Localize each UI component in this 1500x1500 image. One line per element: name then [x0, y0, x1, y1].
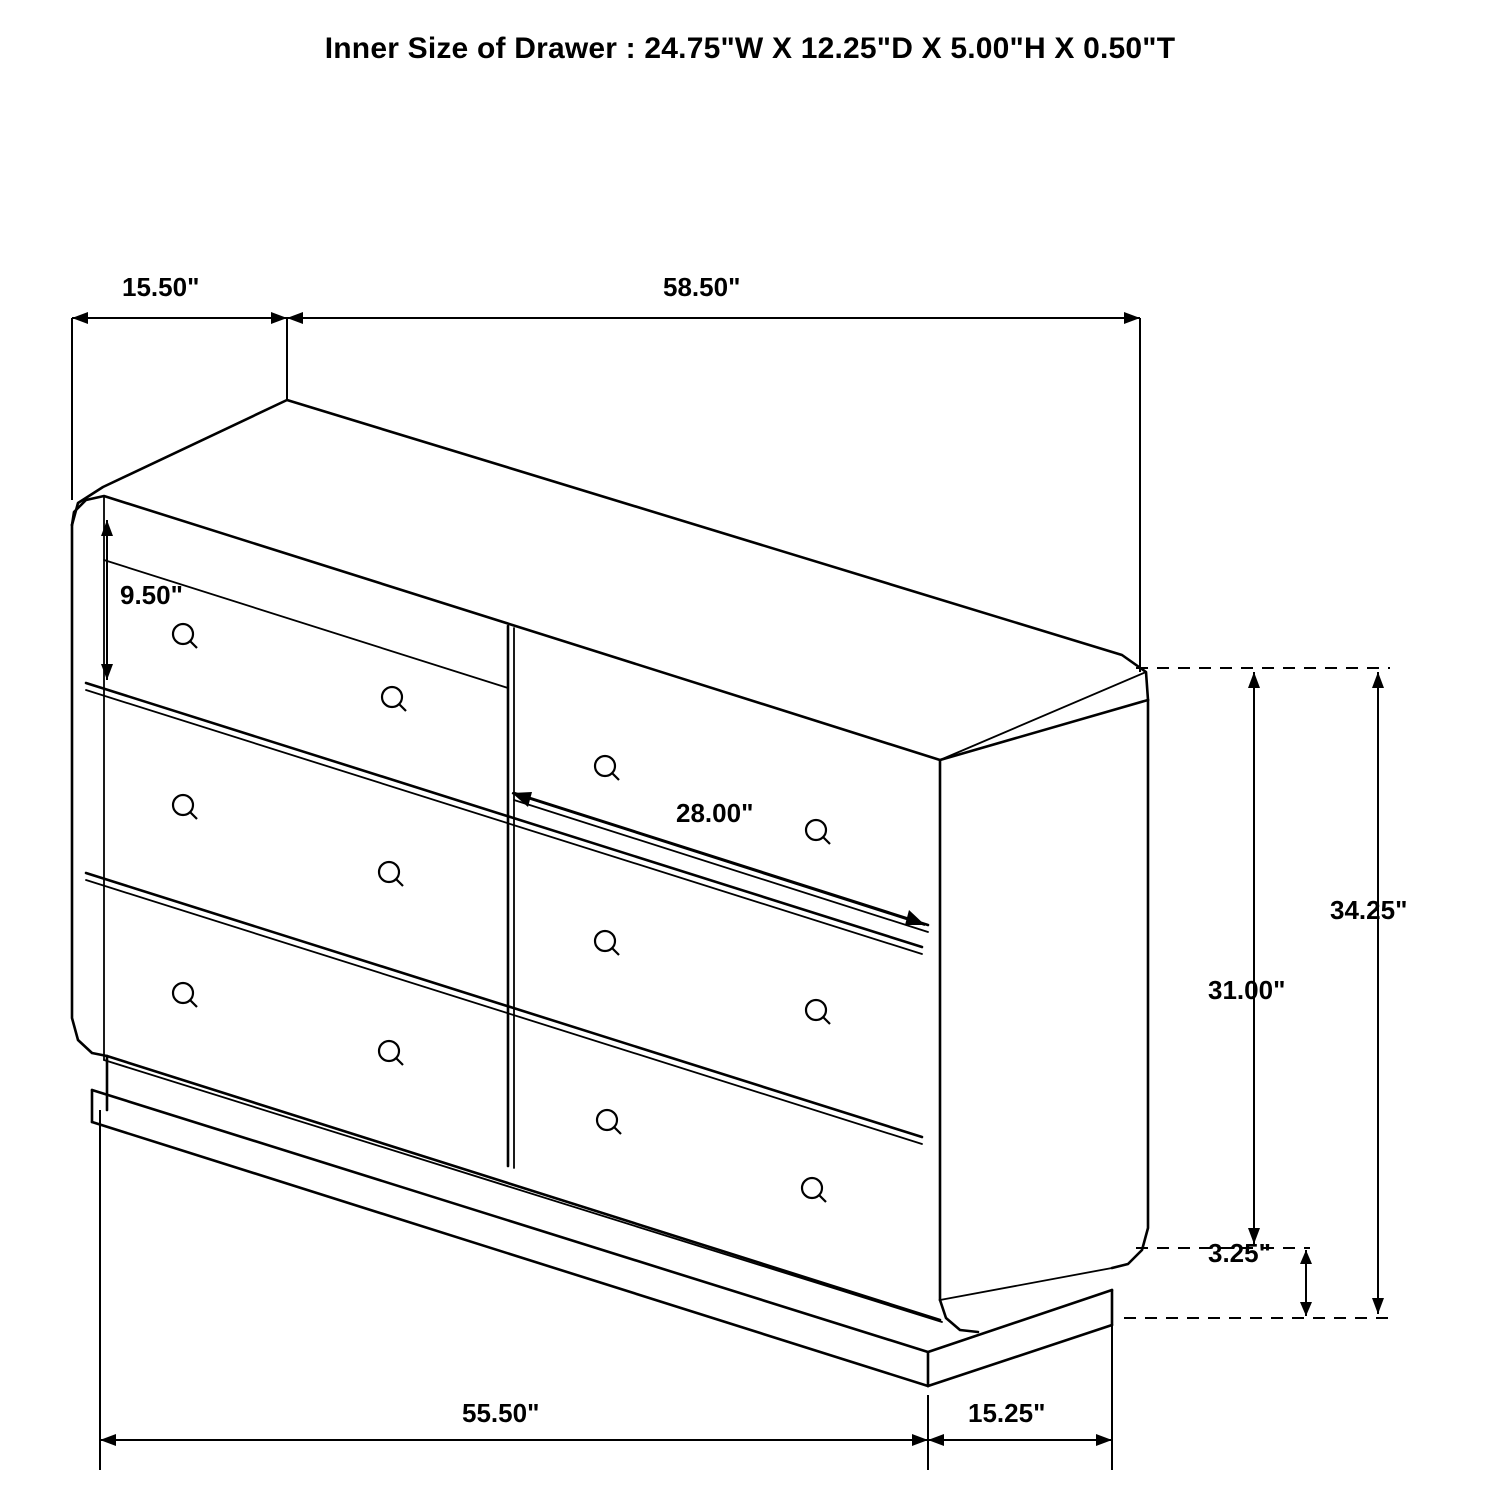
label-overall-height: 34.25" [1330, 895, 1408, 925]
knob [595, 756, 619, 780]
drawer-knobs [173, 624, 830, 1202]
knob [382, 687, 406, 711]
dresser-body [72, 400, 1148, 1386]
knob [597, 1110, 621, 1134]
knob [173, 624, 197, 648]
dimension-lines-bottom [100, 1110, 1112, 1470]
label-depth-top: 15.50" [122, 272, 200, 302]
knob [806, 820, 830, 844]
knob [595, 931, 619, 955]
label-drawer-inner-width: 28.00" [676, 798, 754, 828]
dimension-lines-top [72, 312, 1140, 672]
dimension-drawer-face-height [101, 520, 113, 680]
knob [379, 1041, 403, 1065]
knob [173, 983, 197, 1007]
label-base-width: 55.50" [462, 1398, 540, 1428]
label-drawer-face-height: 9.50" [120, 580, 183, 610]
knob [379, 862, 403, 886]
knob [802, 1178, 826, 1202]
knob [173, 795, 197, 819]
label-base-depth: 15.25" [968, 1398, 1046, 1428]
label-plinth-height: 3.25" [1208, 1238, 1271, 1268]
label-width-top: 58.50" [663, 272, 741, 302]
page-title: Inner Size of Drawer : 24.75"W X 12.25"D X 5.00"H X 0.50"T [324, 32, 1176, 65]
label-cabinet-height: 31.00" [1208, 975, 1286, 1005]
knob [806, 1000, 830, 1024]
